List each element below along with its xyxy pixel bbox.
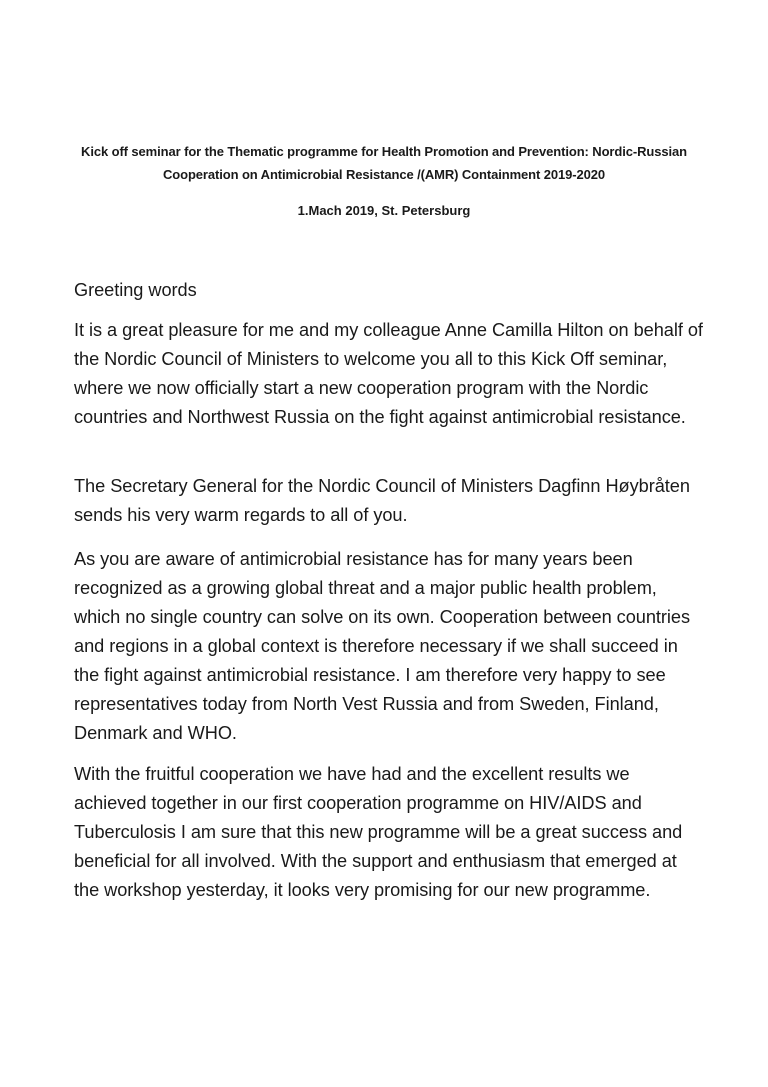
paragraph bbox=[74, 760, 704, 905]
paragraph-text: It is a great pleasure for me and my colleague Anne Camilla Hilton on behalf of the Nordic Council of Ministers to welcome you all to this Kick Off seminar, where we now officially start a new cooperation program with the Nordic countries and Northwest Russia on the fight against antimicrobial resistance. bbox=[74, 320, 703, 427]
paragraph bbox=[74, 472, 704, 530]
document-title: Kick off seminar for the Thematic programme for Health Promotion and Prevention: Nordic-Russian Cooperation on Antimicrobial Resistance /(AMR) Containment 2019-2020 bbox=[81, 144, 687, 182]
paragraph bbox=[74, 316, 704, 432]
paragraph-text: As you are aware of antimicrobial resistance has for many years been recognized as a growing global threat and a major public health problem, which no single country can solve on its own. Cooperation between countries and regions in a global context is therefore necessary if we shall succeed in the fight against antimicrobial resistance. I am therefore very happy to see representatives today from North Vest Russia and from Sweden, Finland, Denmark and WHO. bbox=[74, 549, 690, 743]
greeting-text: Greeting words bbox=[74, 280, 197, 300]
greeting-heading bbox=[74, 276, 704, 305]
paragraph-text: With the fruitful cooperation we have had and the excellent results we achieved together in our first cooperation programme on HIV/AIDS and Tuberculosis I am sure that this new programme will be a great success and beneficial for all involved. With the support and enthusiasm that emerged at the workshop yesterday, it looks very promising for our new programme. bbox=[74, 764, 683, 900]
date-place: 1.Mach 2019, St. Petersburg bbox=[297, 203, 471, 218]
paragraph-text: The Secretary General for the Nordic Council of Ministers Dagfinn Høybråten sends his very warm regards to all of you. bbox=[74, 476, 690, 525]
paragraph bbox=[74, 545, 704, 748]
